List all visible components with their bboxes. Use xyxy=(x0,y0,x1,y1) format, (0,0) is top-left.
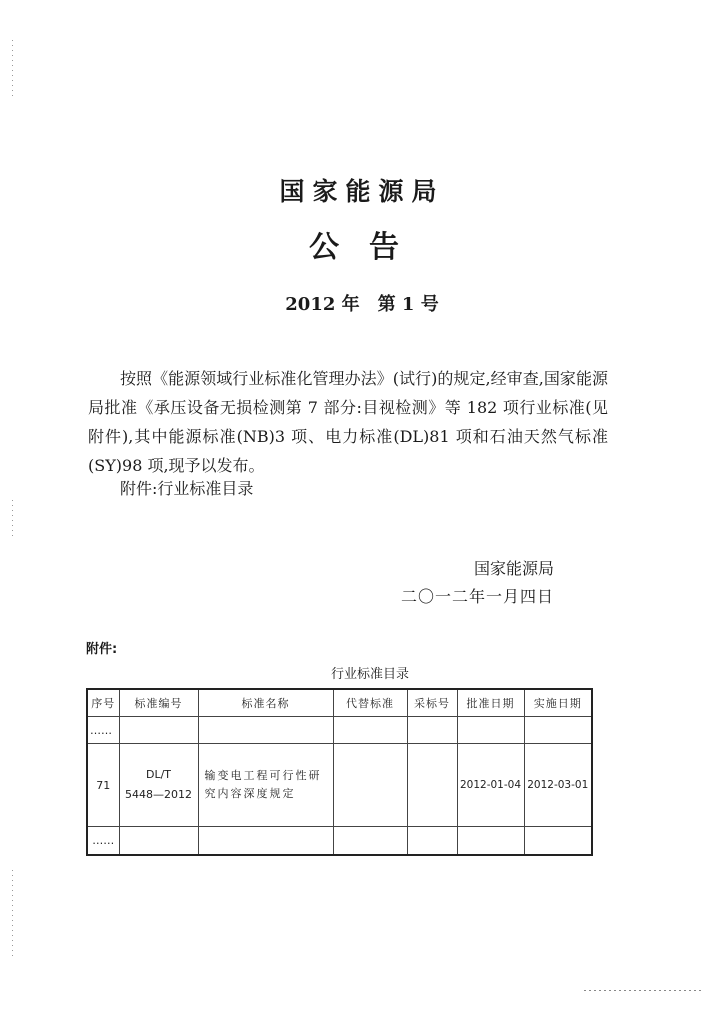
table-row xyxy=(87,827,592,856)
table-cell-seq: 71 xyxy=(87,744,119,827)
announcement-body xyxy=(88,364,608,480)
column-header: 序号 xyxy=(87,689,119,717)
table-cell xyxy=(407,744,457,827)
scan-artifact xyxy=(12,870,13,960)
standards-table xyxy=(86,688,593,856)
column-header: 采标号 xyxy=(407,689,457,717)
table-cell xyxy=(524,717,592,744)
table-title: 行业标准目录 xyxy=(330,667,409,682)
scan-artifact xyxy=(584,990,704,991)
table-cell xyxy=(119,827,198,856)
table-cell xyxy=(119,717,198,744)
table-header-row xyxy=(87,689,592,717)
table-cell xyxy=(457,827,524,856)
issue-number: 2012 年 第 1 号 xyxy=(285,294,439,315)
table-cell xyxy=(407,827,457,856)
attachment-label: 附件: xyxy=(86,642,118,657)
table-cell-name: 输变电工程可行性研究内容深度规定 xyxy=(198,744,333,827)
scan-artifact xyxy=(12,500,13,540)
column-header: 标准名称 xyxy=(198,689,333,717)
announcement-paragraph: 按照《能源领域行业标准化管理办法》(试行)的规定,经审查,国家能源局批准《承压设备无损检测第 7 部分:目视检测》等 182 项行业标准(见附件),其中能源标准(NB)3 项、电力标准(DL)81 项和石油天然气标准(SY)98 项,现予以发布。 xyxy=(88,369,608,475)
table-cell-seq: …… xyxy=(87,827,119,856)
standard-code-prefix: DL/T xyxy=(145,768,172,781)
scan-artifact xyxy=(12,40,13,100)
table-cell-implementation-date: 2012-03-01 xyxy=(524,744,592,827)
column-header: 批准日期 xyxy=(457,689,524,717)
table-cell-code xyxy=(119,744,198,827)
table-cell xyxy=(198,827,333,856)
table-cell xyxy=(457,717,524,744)
table-cell xyxy=(333,827,407,856)
table-cell-approval-date: 2012-01-04 xyxy=(457,744,524,827)
column-header: 实施日期 xyxy=(524,689,592,717)
table-row xyxy=(87,717,592,744)
standard-code-number: 5448—2012 xyxy=(125,788,192,801)
table-cell xyxy=(407,717,457,744)
signature-date: 二〇一二年一月四日 xyxy=(400,587,554,606)
column-header: 代替标准 xyxy=(333,689,407,717)
table-cell xyxy=(333,717,407,744)
table-cell-seq: …… xyxy=(87,717,119,744)
attachment-reference: 附件:行业标准目录 xyxy=(120,479,254,498)
notice-title: 公告 xyxy=(309,230,429,265)
signature-agency: 国家能源局 xyxy=(473,559,554,578)
table-cell xyxy=(333,744,407,827)
table-cell xyxy=(198,717,333,744)
agency-title: 国家能源局 xyxy=(279,177,445,206)
table-row xyxy=(87,744,592,827)
table-cell xyxy=(524,827,592,856)
column-header: 标准编号 xyxy=(119,689,198,717)
